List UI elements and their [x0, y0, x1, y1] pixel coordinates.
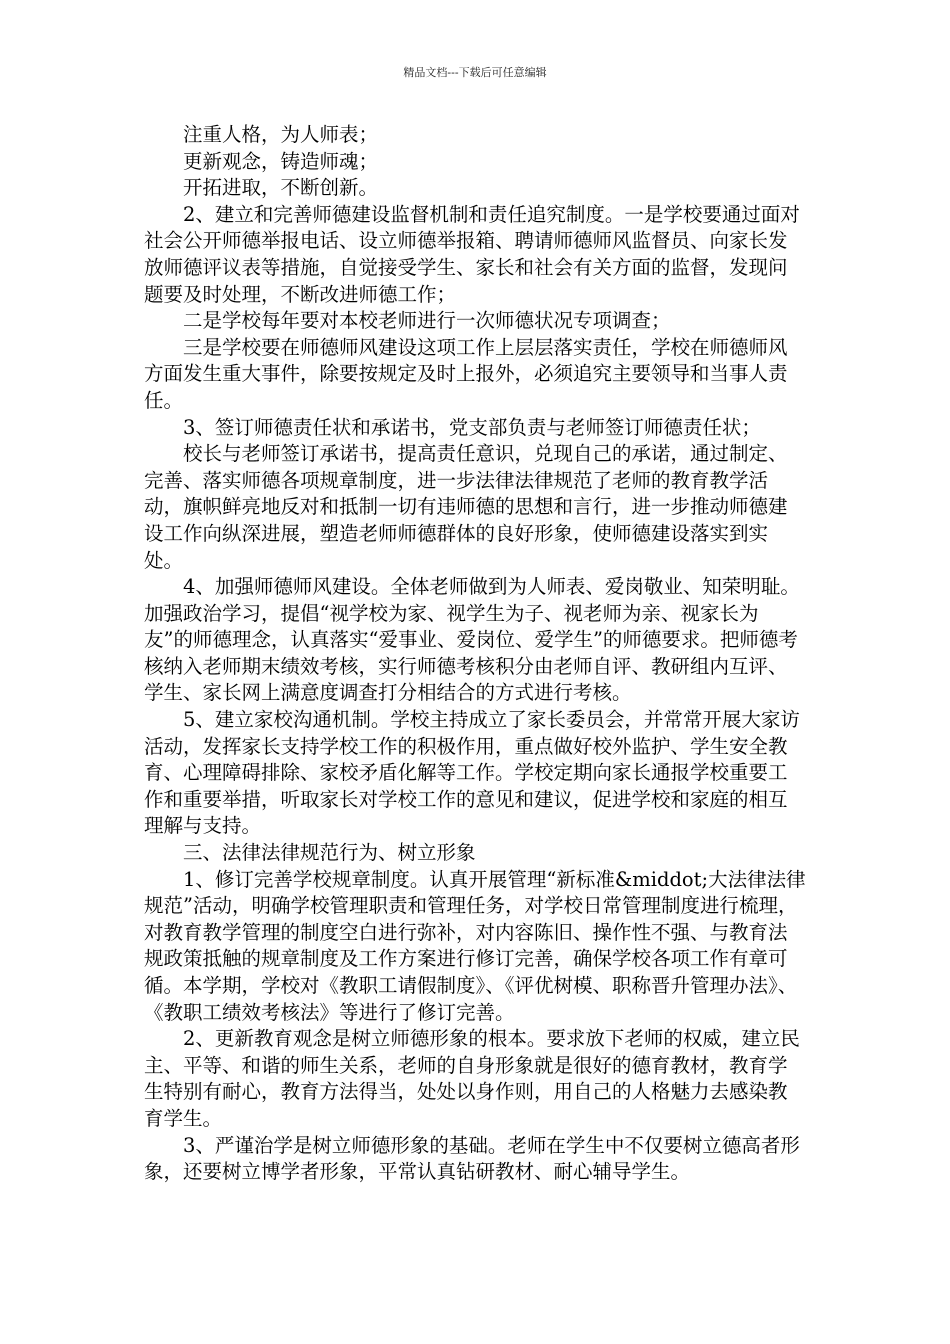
paragraph: 3、严谨治学是树立师德形象的基础。老师在学生中不仅要树立德高者形象，还要树立博学者形象，平常认真钻研教材、耐心辅导学生。 — [144, 1133, 800, 1184]
page-header: 精品文档---下载后可任意编辑 — [403, 66, 547, 79]
paragraph: 三是学校要在师德师风建设这项工作上层层落实责任，学校在师德师风方面发生重大事件，除要按规定及时上报外，必须追究主要领导和当事人责任。 — [144, 335, 788, 412]
paragraph: 2、建立和完善师德建设监督机制和责任追究制度。一是学校要通过面对社会公开师德举报电话、设立师德举报箱、聘请师德师风监督员、向家长发放师德评议表等措施，自觉接受学生、家长和社会有关方面的监督，发现问题要及时处理，不断改进师德工作； — [144, 202, 800, 306]
paragraph: 1、修订完善学校规章制度。认真开展管理“新标准&middot;大法律法律规范”活动，明确学校管理职责和管理任务，对学校日常管理制度进行梳理，对教育教学管理的制度空白进行弥补，对内容陈旧、操作性不强、与教育法规政策抵触的规章制度及工作方案进行修订完善，确保学校各项工作有章可循。本学期，学校对《教职工请假制度》、《评优树模、职称晋升管理办法》、《教职工绩效考核法》等进行了修订完善。 — [144, 867, 806, 1024]
paragraph: 开拓进取，不断创新。 — [183, 176, 379, 200]
paragraph: 3、签订师德责任状和承诺书，党支部负责与老师签订师德责任状； — [183, 415, 761, 439]
paragraph: 校长与老师签订承诺书，提高责任意识，兑现自己的承诺，通过制定、完善、落实师德各项规章制度，进一步法律法律规范了老师的教育教学活动，旗帜鲜亮地反对和抵制一切有违师德的思想和言行，进一步推动师德建设工作向纵深进展，塑造老师师德群体的良好形象，使师德建设落实到实处。 — [144, 442, 788, 572]
paragraph: 2、更新教育观念是树立师德形象的根本。要求放下老师的权威，建立民主、平等、和谐的师生关系，老师的自身形象就是很好的德育教材，教育学生特别有耐心，教育方法得当，处处以身作则，用自己的人格魅力去感染教育学生。 — [144, 1027, 800, 1130]
document-body — [144, 122, 806, 1186]
paragraph: 二是学校每年要对本校老师进行一次师德状况专项调查； — [183, 309, 671, 333]
paragraph: 5、建立家校沟通机制。学校主持成立了家长委员会，并常常开展大家访活动，发挥家长支持学校工作的积极作用，重点做好校外监护、学生安全教育、心理障碍排除、家校矛盾化解等工作。学校定期向家长通报学校重要工作和重要举措，听取家长对学校工作的意见和建议，促进学校和家庭的相互理解与支持。 — [144, 708, 800, 838]
paragraph: 更新观念，铸造师魂； — [183, 149, 379, 173]
paragraph: 4、加强师德师风建设。全体老师做到为人师表、爱岗敬业、知荣明耻。加强政治学习，提倡“视学校为家、视学生为子、视老师为亲、视家长为友”的师德理念，认真落实“爱事业、爱岗位、爱学生”的师德要求。把师德考核纳入老师期末绩效考核，实行师德考核积分由老师自评、教研组内互评、学生、家长网上满意度调查打分相结合的方式进行考核。 — [144, 575, 800, 705]
section-heading: 三、法律法律规范行为、树立形象 — [183, 841, 476, 865]
paragraph: 注重人格，为人师表； — [183, 123, 379, 146]
